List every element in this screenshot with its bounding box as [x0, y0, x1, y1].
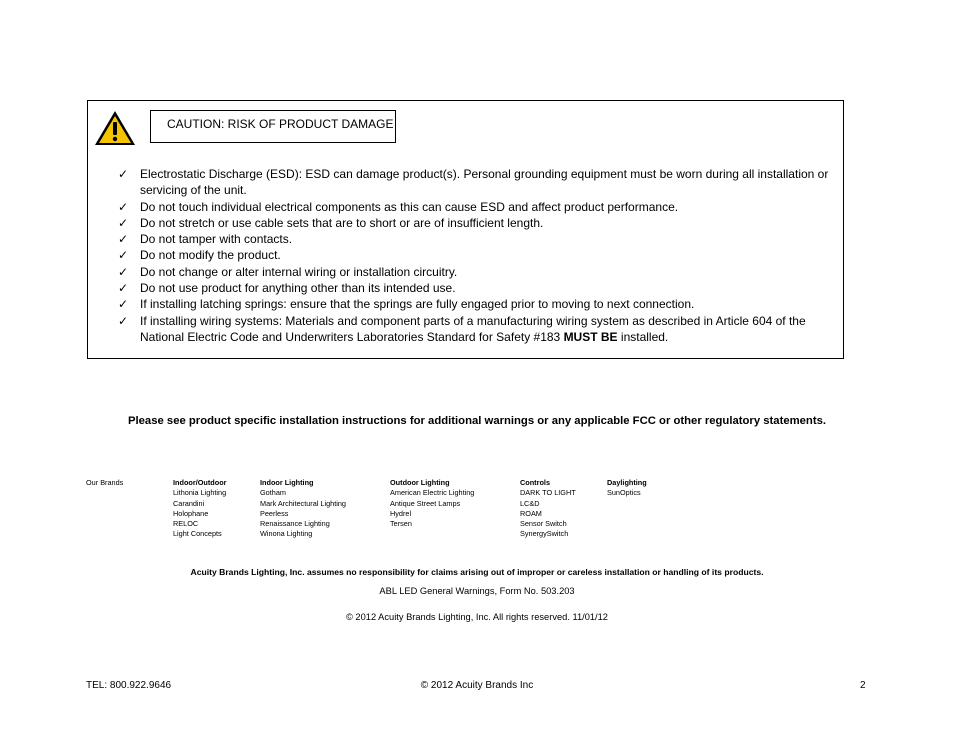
form-number: ABL LED General Warnings, Form No. 503.203 — [379, 586, 575, 596]
list-item — [118, 231, 834, 247]
list-item — [118, 166, 834, 199]
regulatory-note: Please see product specific installation instructions for additional warnings or any applicable FCC or other regulatory statements. — [127, 415, 827, 427]
brand-column — [390, 478, 474, 529]
brand-name: Holophane — [173, 508, 209, 518]
warning-text: Electrostatic Discharge (ESD): ESD can damage product(s). Personal grounding equipment must be worn during all installation or servicing of the unit. — [140, 167, 829, 198]
brands-heading: Our Brands — [86, 478, 124, 487]
checkmark-icon: ✓ — [118, 313, 129, 328]
brand-column-title: Indoor/Outdoor — [173, 478, 227, 487]
brand-name: SunOptics — [607, 488, 641, 498]
liability-disclaimer: Acuity Brands Lighting, Inc. assumes no responsibility for claims arising out of improper or careless installation or handling of its products. — [190, 567, 764, 577]
warning-text: Do not change or alter internal wiring or installation circuitry. — [140, 264, 458, 279]
checkmark-icon: ✓ — [118, 199, 129, 214]
caution-box — [87, 100, 844, 359]
list-item — [118, 215, 834, 231]
list-item — [118, 313, 834, 346]
brand-name: Carandini — [173, 498, 205, 508]
warning-triangle-icon — [93, 109, 137, 147]
brand-name: SynergySwitch — [520, 529, 569, 539]
brand-column-title: Controls — [520, 478, 550, 487]
warning-text: Do not use product for anything other than its intended use. — [140, 281, 456, 296]
list-item — [118, 247, 834, 263]
brand-name: Hydrel — [390, 508, 412, 518]
brand-column — [520, 478, 576, 540]
brand-column-title: Outdoor Lighting — [390, 478, 450, 487]
brand-name: Light Concepts — [173, 529, 222, 539]
list-item — [118, 199, 834, 215]
brand-name: Antique Street Lamps — [390, 498, 461, 508]
warning-text: Do not touch individual electrical components as this can cause ESD and affect product performance. — [140, 199, 679, 214]
warning-text: If installing wiring systems: Materials and component parts of a manufacturing wiring system as described in Article 604 of the National Electric Code and Underwriters Laboratories Standard for Safety #183 — [140, 313, 806, 344]
brand-column-title: Indoor Lighting — [260, 478, 314, 487]
footer-copyright: © 2012 Acuity Brands Inc — [420, 680, 534, 691]
warning-text: If installing latching springs: ensure that the springs are fully engaged prior to moving to next connection. — [140, 297, 695, 312]
emphasis-text: MUST BE — [563, 329, 618, 344]
warning-text: Do not stretch or use cable sets that are to short or are of insufficient length. — [140, 215, 544, 230]
brand-name: Gotham — [260, 488, 286, 498]
brand-column-title: Daylighting — [607, 478, 647, 487]
list-item — [118, 280, 834, 296]
brand-name: DARK TO LIGHT — [520, 488, 576, 498]
brand-name: American Electric Lighting — [390, 488, 475, 498]
footer-telephone: TEL: 800.922.9646 — [86, 680, 172, 691]
page-number: 2 — [860, 680, 866, 691]
brand-column — [607, 478, 647, 499]
brand-name: Mark Architectural Lighting — [260, 498, 346, 508]
brand-name: Renaissance Lighting — [260, 519, 330, 529]
checkmark-icon: ✓ — [118, 264, 129, 279]
brand-name: Tersen — [390, 519, 412, 529]
copyright-notice: © 2012 Acuity Brands Lighting, Inc. All rights reserved. 11/01/12 — [346, 612, 608, 622]
checkmark-icon: ✓ — [118, 215, 129, 230]
warning-text: Do not modify the product. — [140, 248, 281, 263]
brand-column — [260, 478, 346, 540]
brand-name: Sensor Switch — [520, 519, 567, 529]
warning-list — [118, 166, 834, 345]
checkmark-icon: ✓ — [118, 248, 129, 263]
brand-name: Winona Lighting — [260, 529, 313, 539]
brand-column — [173, 478, 227, 540]
warning-text: installed. — [617, 329, 669, 344]
brand-name: Lithonia Lighting — [173, 488, 227, 498]
brand-name: LC&D — [520, 498, 540, 508]
checkmark-icon: ✓ — [118, 167, 129, 181]
brand-name: Peerless — [260, 508, 289, 518]
checkmark-icon: ✓ — [118, 281, 129, 296]
list-item — [118, 296, 834, 312]
caution-title: CAUTION: RISK OF PRODUCT DAMAGE — [150, 110, 396, 143]
checkmark-icon: ✓ — [118, 297, 129, 312]
brand-name: RELOC — [173, 519, 199, 529]
brand-name: ROAM — [520, 508, 542, 518]
warning-text: Do not tamper with contacts. — [140, 232, 293, 247]
list-item — [118, 264, 834, 280]
checkmark-icon: ✓ — [118, 232, 129, 247]
